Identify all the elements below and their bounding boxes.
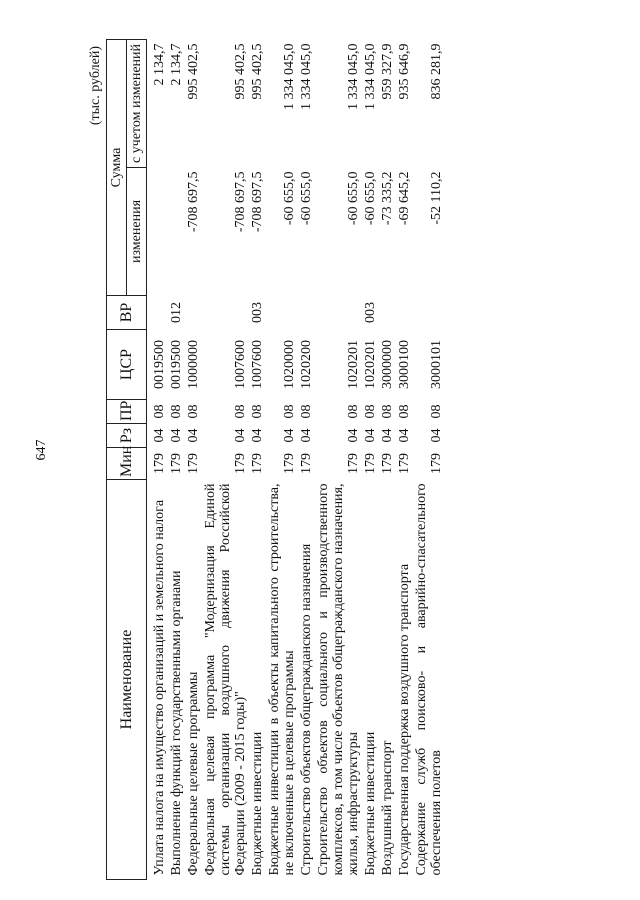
row-rz: 04 — [397, 428, 412, 443]
row-pr: 08 — [397, 404, 412, 419]
row-change: -52 110,2 — [429, 171, 444, 225]
row-pr: 08 — [429, 404, 444, 419]
row-min: 179 — [169, 453, 184, 474]
row-name: Выполнение функций государственными органами — [169, 570, 184, 876]
row-name: Строительство объектов общегражданского назначения — [299, 543, 314, 876]
header-rz: Рз — [107, 424, 147, 448]
row-rz: 04 — [233, 428, 248, 443]
row-total: 2 134,7 — [169, 43, 184, 86]
header-sum: Сумма — [107, 40, 127, 296]
row-change: -69 645,2 — [397, 171, 412, 226]
row-change: -73 335,2 — [380, 171, 395, 226]
row-name: Государственная поддержка воздушного транспорта — [397, 563, 412, 876]
row-pr: 08 — [169, 404, 184, 419]
row-csr: 3000000 — [380, 340, 395, 389]
row-min: 179 — [299, 453, 314, 474]
units-label: (тыс. рублей) — [88, 46, 103, 126]
header-with-changes: с учетом изменений — [127, 40, 147, 168]
row-pr: 08 — [233, 404, 248, 419]
row-name: Бюджетные инвестиции — [250, 731, 265, 876]
row-rz: 04 — [169, 428, 184, 443]
row-pr: 08 — [282, 404, 297, 419]
row-rz: 04 — [429, 428, 444, 443]
table-row — [168, 40, 185, 880]
row-total: 959 327,9 — [380, 43, 395, 100]
row-min: 179 — [233, 453, 248, 474]
row-total: 1 334 045,0 — [363, 43, 378, 110]
table-row — [298, 40, 315, 880]
row-name: Федеральные целевые программы — [186, 671, 201, 876]
table-row — [396, 40, 413, 880]
row-total: 1 334 045,0 — [299, 43, 314, 110]
row-csr: 1020201 — [346, 340, 361, 389]
row-name: Строительство объектов социального и производственного комплексов, в том числе объектов общегражданского назначения, жилья, инфраструктуры — [316, 483, 361, 876]
row-min: 179 — [152, 453, 167, 474]
row-name: Содержание служб поисково- и аварийно-спасательного обеспечения полетов — [414, 483, 444, 876]
row-vr: 003 — [363, 302, 378, 323]
row-pr: 08 — [186, 404, 201, 419]
row-csr: 1007600 — [233, 340, 248, 389]
table-row — [147, 40, 169, 880]
row-csr: 0019500 — [169, 340, 184, 389]
row-pr: 08 — [363, 404, 378, 419]
row-name: Воздушный транспорт — [380, 740, 395, 876]
row-name: Уплата налога на имущество организаций и земельного налога — [152, 499, 167, 876]
row-change: -708 697,5 — [250, 171, 265, 233]
row-pr: 08 — [346, 404, 361, 419]
row-vr: 012 — [169, 302, 184, 323]
row-name: Бюджетные инвестиции — [363, 731, 378, 876]
row-vr — [379, 296, 396, 330]
row-min: 179 — [346, 453, 361, 474]
table-row — [362, 40, 379, 880]
row-total: 935 646,9 — [397, 43, 412, 100]
row-min: 179 — [380, 453, 395, 474]
row-rz: 04 — [363, 428, 378, 443]
row-change — [147, 168, 169, 296]
budget-table — [106, 39, 445, 880]
table-body — [147, 40, 446, 880]
row-min: 179 — [186, 453, 201, 474]
row-vr — [315, 296, 362, 330]
row-pr: 08 — [152, 404, 167, 419]
row-min: 179 — [282, 453, 297, 474]
table-row — [315, 40, 362, 880]
row-rz: 04 — [152, 428, 167, 443]
row-change: -708 697,5 — [233, 171, 248, 233]
row-vr: 003 — [250, 302, 265, 323]
row-total: 2 134,7 — [152, 43, 167, 86]
header-changes: изменения — [127, 168, 147, 296]
row-name: Федеральная целевая программа "Модернизация Единой системы организации воздушного движения Российской Федерации (2009 - 2015 годы)" — [203, 483, 248, 876]
page-number: 647 — [34, 439, 49, 461]
row-min: 179 — [250, 453, 265, 474]
table-row — [249, 40, 266, 880]
row-csr: 1007600 — [250, 340, 265, 389]
row-vr — [202, 296, 249, 330]
row-rz: 04 — [380, 428, 395, 443]
row-total: 1 334 045,0 — [346, 43, 361, 110]
row-vr — [266, 296, 298, 330]
row-csr: 1020201 — [363, 340, 378, 389]
row-csr: 1020000 — [282, 340, 297, 389]
row-total: 995 402,5 — [233, 43, 248, 100]
row-pr: 08 — [250, 404, 265, 419]
row-vr — [185, 296, 202, 330]
row-pr: 08 — [380, 404, 395, 419]
row-vr — [413, 296, 445, 330]
header-name: Наименование — [107, 480, 147, 880]
row-rz: 04 — [299, 428, 314, 443]
table-row — [266, 40, 298, 880]
row-min: 179 — [429, 453, 444, 474]
rotated-document — [90, 40, 590, 880]
header-min: Мин — [107, 448, 147, 480]
row-rz: 04 — [186, 428, 201, 443]
row-rz: 04 — [250, 428, 265, 443]
row-csr: 0019500 — [152, 340, 167, 389]
table-row — [413, 40, 445, 880]
table-row — [202, 40, 249, 880]
row-total: 995 402,5 — [186, 43, 201, 100]
row-change: -60 655,0 — [299, 171, 314, 226]
header-csr: ЦСР — [107, 330, 147, 400]
row-min: 179 — [363, 453, 378, 474]
row-csr: 1000000 — [186, 340, 201, 389]
row-pr: 08 — [299, 404, 314, 419]
row-total: 995 402,5 — [250, 43, 265, 100]
row-rz: 04 — [282, 428, 297, 443]
row-name: Бюджетные инвестиции в объекты капитального строительства, не включенные в целевые программы — [267, 483, 297, 876]
table-row — [379, 40, 396, 880]
row-change — [168, 168, 185, 296]
row-change: -60 655,0 — [282, 171, 297, 226]
row-vr — [396, 296, 413, 330]
row-csr: 3000100 — [397, 340, 412, 389]
row-total: 836 281,9 — [429, 43, 444, 100]
table-row — [185, 40, 202, 880]
header-pr: ПР — [107, 400, 147, 424]
row-min: 179 — [397, 453, 412, 474]
row-change: -708 697,5 — [186, 171, 201, 233]
header-vr: ВР — [107, 296, 147, 330]
row-rz: 04 — [346, 428, 361, 443]
row-vr — [147, 296, 169, 330]
row-csr: 3000101 — [429, 340, 444, 389]
row-vr — [298, 296, 315, 330]
row-change: -60 655,0 — [363, 171, 378, 226]
row-csr: 1020200 — [299, 340, 314, 389]
row-total: 1 334 045,0 — [282, 43, 297, 110]
row-change: -60 655,0 — [346, 171, 361, 226]
